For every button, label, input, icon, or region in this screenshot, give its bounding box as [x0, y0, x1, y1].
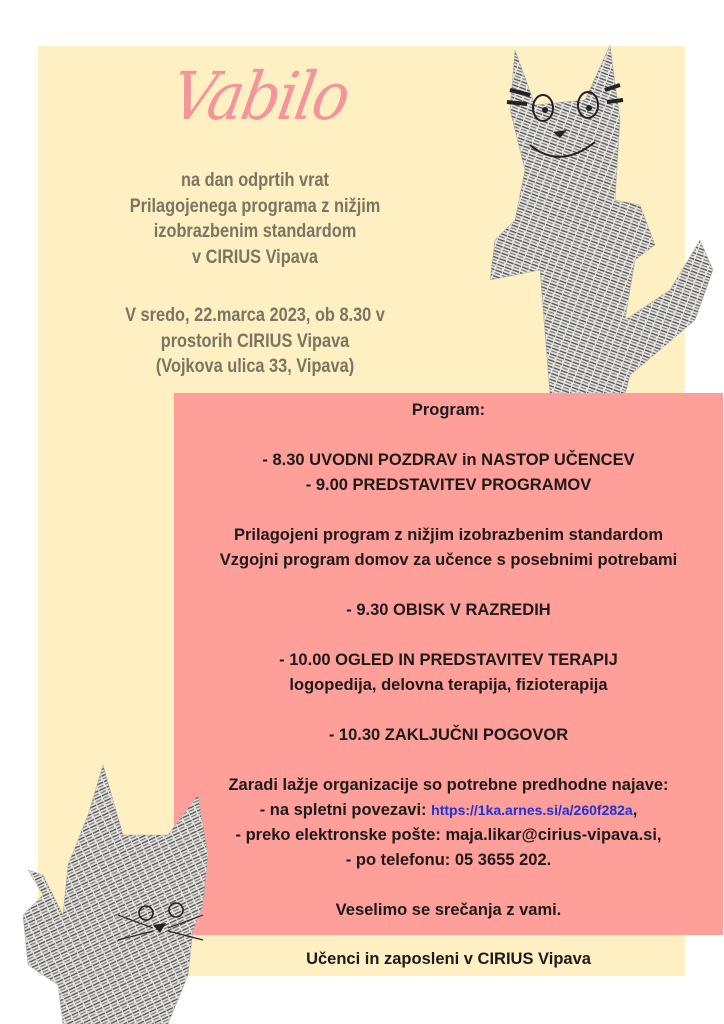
program-type: Prilagojeni program z nižjim izobrazbenim standardom [233, 526, 664, 544]
program-item: - 9.00 PREDSTAVITEV PROGRAMOV [305, 476, 592, 494]
invitation-title: Vabilo [165, 58, 355, 136]
program-content [174, 398, 723, 923]
footer-signature: Učenci in zaposleni v CIRIUS Vipava [306, 950, 591, 968]
registration-phone: - po telefonu: 05 3655 202. [345, 851, 552, 869]
registration-web-suffix: , [632, 801, 638, 819]
program-item: - 8.30 UVODNI POZDRAV in NASTOP UČENCEV [262, 451, 635, 469]
registration-web [174, 798, 723, 823]
program-item: - 10.00 OGLED IN PREDSTAVITEV TERAPIJ [279, 651, 618, 669]
closing-greeting: Veselimo se srečanja z vami. [335, 901, 562, 919]
registration-email: - preko elektronske pošte: maja.likar@cirius-vipava.si, [235, 826, 662, 844]
registration-intro: Zaradi lažje organizacije so potrebne predhodne najave: [228, 776, 669, 794]
event-address: (Vojkova ulica 33, Vipava) [155, 356, 355, 377]
registration-link[interactable]: https://1ka.arnes.si/a/260f282a [431, 802, 633, 818]
event-intro [40, 168, 470, 380]
program-item: - 9.30 OBISK V RAZREDIH [346, 601, 551, 619]
event-venue: prostorih CIRIUS Vipava [160, 330, 350, 352]
intro-line: na dan odprtih vrat [180, 170, 329, 191]
intro-line: Prilagojenega programa z nižjim [129, 195, 381, 217]
program-item: - 10.30 ZAKLJUČNI POGOVOR [328, 726, 569, 744]
intro-line: v CIRIUS Vipava [192, 246, 318, 268]
intro-line: izobrazbenim standardom [153, 221, 357, 242]
program-heading: Program: [411, 401, 486, 419]
registration-web-label: - na spletni povezavi: [259, 801, 432, 819]
therapy-list: logopedija, delovna terapija, fizioterapija [289, 676, 608, 694]
newspaper-cat-illustration-top [455, 30, 720, 395]
program-type: Vzgojni program domov za učence s posebnimi potrebami [219, 551, 678, 569]
event-date: V sredo, 22.marca 2023, ob 8.30 v [125, 305, 385, 326]
